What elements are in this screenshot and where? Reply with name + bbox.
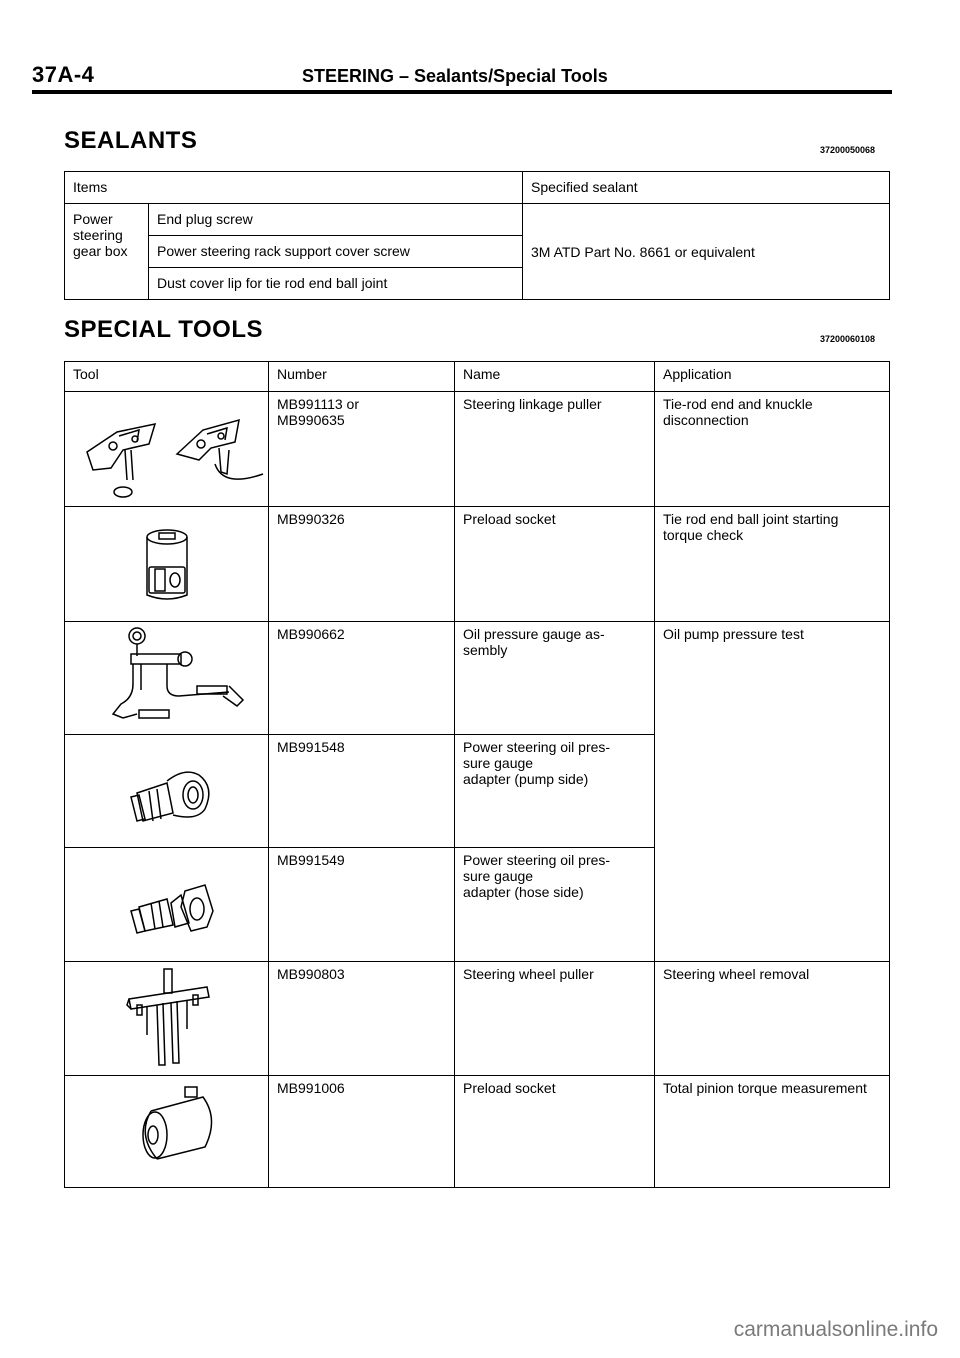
- column-header-sealant: Specified sealant: [523, 172, 890, 204]
- preload-socket-icon: [67, 1079, 267, 1185]
- tool-application: Tie-rod end and knuckle disconnection: [655, 392, 890, 507]
- tool-image-cell: [65, 507, 269, 622]
- tool-number: MB991548: [269, 735, 455, 848]
- tool-name: Preload socket: [455, 1076, 655, 1188]
- table-row: [65, 1076, 890, 1188]
- sealant-cell: 3M ATD Part No. 8661 or equivalent: [523, 204, 890, 300]
- column-header-number: Number: [269, 362, 455, 392]
- column-header-tool: Tool: [65, 362, 269, 392]
- tool-image-cell: [65, 962, 269, 1076]
- sealants-title: SEALANTS: [64, 127, 198, 154]
- column-header-name: Name: [455, 362, 655, 392]
- column-header-application: Application: [655, 362, 890, 392]
- tool-image-cell: [65, 392, 269, 507]
- gauge-adapter-pump-side-icon: [67, 737, 267, 845]
- tool-number: MB990326: [269, 507, 455, 622]
- table-row: [65, 962, 890, 1076]
- table-row: [65, 362, 890, 392]
- item-cell: End plug screw: [149, 204, 523, 236]
- tool-name: Oil pressure gauge as- sembly: [455, 622, 655, 735]
- tool-number: MB990803: [269, 962, 455, 1076]
- page-number: 37A-4: [32, 62, 95, 87]
- special-tools-code: 37200060108: [820, 334, 876, 344]
- tool-application: Total pinion torque measurement: [655, 1076, 890, 1188]
- item-cell: Power steering rack support cover screw: [149, 236, 523, 268]
- item-cell: Dust cover lip for tie rod end ball joint: [149, 268, 523, 300]
- special-tools-title: SPECIAL TOOLS: [64, 316, 263, 343]
- tool-number: MB990662: [269, 622, 455, 735]
- tool-name: Steering linkage puller: [455, 392, 655, 507]
- preload-socket-icon: [67, 509, 267, 619]
- tool-name: Power steering oil pres- sure gauge adapter (hose side): [455, 848, 655, 962]
- steering-wheel-puller-icon: [67, 965, 267, 1073]
- group-cell: [65, 204, 149, 300]
- tool-image-cell: [65, 1076, 269, 1188]
- gauge-adapter-hose-side-icon: [67, 851, 267, 959]
- tool-application: Oil pump pressure test: [655, 622, 890, 962]
- column-header-items: Items: [65, 172, 523, 204]
- tool-name: Preload socket: [455, 507, 655, 622]
- page-header: [32, 58, 890, 94]
- table-row: [65, 392, 890, 507]
- table-row: [65, 204, 890, 236]
- table-row: [65, 622, 890, 735]
- table-row: [65, 507, 890, 622]
- tool-name: Power steering oil pres- sure gauge adapter (pump side): [455, 735, 655, 848]
- page-title: STEERING – Sealants/Special Tools: [302, 66, 608, 86]
- tool-name: Steering wheel puller: [455, 962, 655, 1076]
- tool-number: MB991006: [269, 1076, 455, 1188]
- oil-pressure-gauge-icon: [67, 624, 267, 732]
- steering-linkage-puller-icon: [67, 394, 267, 504]
- tool-number: MB991113 or MB990635: [269, 392, 455, 507]
- sealants-code: 37200050068: [820, 145, 876, 155]
- tool-application: Steering wheel removal: [655, 962, 890, 1076]
- tool-image-cell: [65, 622, 269, 735]
- tool-application: Tie rod end ball joint starting torque check: [655, 507, 890, 622]
- group-label: Power steering gear box: [73, 211, 128, 259]
- tool-image-cell: [65, 735, 269, 848]
- special-tools-table: [64, 361, 890, 1188]
- sealants-table: [64, 171, 890, 300]
- tool-image-cell: [65, 848, 269, 962]
- watermark: carmanualsonline.info: [733, 1318, 938, 1341]
- header-rule: [32, 90, 892, 94]
- tool-number: MB991549: [269, 848, 455, 962]
- table-row: [65, 172, 890, 204]
